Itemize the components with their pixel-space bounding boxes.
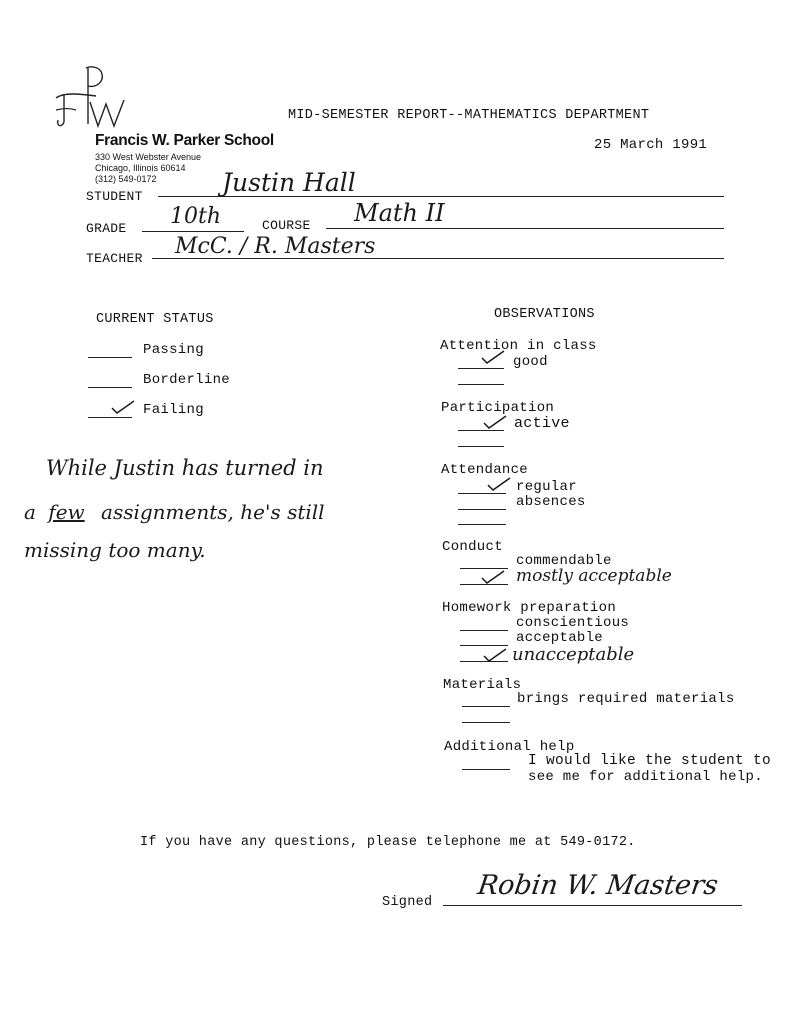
homework-checkmark-icon [482, 648, 508, 662]
attention-label: Attention in class [440, 338, 597, 354]
participation-option-active: active [514, 415, 570, 432]
additional-help-line-1: I would like the student to [528, 753, 772, 769]
signed-label: Signed [382, 895, 433, 910]
status-option-failing: Failing [143, 402, 204, 418]
failing-checkmark-icon [110, 400, 136, 414]
school-phone: (312) 549-0172 [95, 174, 157, 184]
comment-few-underlined: few [48, 500, 85, 524]
attendance-third-blank[interactable] [458, 524, 506, 525]
failing-blank[interactable] [88, 417, 132, 418]
comment-line-2 [24, 500, 325, 524]
comment-a: a [24, 500, 36, 524]
attendance-regular-checkmark-icon [486, 477, 512, 491]
teacher-value: McC. / R. Masters [175, 234, 376, 259]
borderline-blank[interactable] [88, 387, 132, 388]
comment-line-1: While Justin has turned in [46, 456, 324, 480]
passing-blank[interactable] [88, 357, 132, 358]
conduct-label: Conduct [442, 539, 503, 555]
grade-value: 10th [170, 204, 222, 229]
fwp-monogram-icon [50, 64, 130, 134]
homework-option-conscientious: conscientious [516, 615, 630, 631]
course-value: Math II [354, 199, 445, 227]
participation-active-checkmark-icon [482, 415, 508, 429]
course-label: COURSE [262, 218, 311, 233]
signature: Robin W. Masters [475, 870, 721, 901]
attendance-option-absences: absences [516, 494, 586, 510]
report-title: MID-SEMESTER REPORT--MATHEMATICS DEPARTMENT [288, 108, 650, 123]
attention-second-blank[interactable] [458, 384, 504, 385]
homework-option-acceptable: acceptable [516, 630, 604, 646]
comment-rest: assignments, he's still [101, 500, 325, 524]
conduct-handwritten-blank[interactable] [460, 584, 508, 585]
participation-second-blank[interactable] [458, 446, 504, 447]
attendance-label: Attendance [441, 462, 529, 478]
homework-conscientious-blank[interactable] [460, 630, 508, 631]
report-date: 25 March 1991 [594, 137, 708, 153]
school-address-line2: Chicago, Illinois 60614 [95, 163, 186, 173]
teacher-label: TEACHER [86, 251, 143, 266]
grade-line [142, 231, 244, 232]
current-status-heading: CURRENT STATUS [96, 312, 214, 327]
homework-handwritten-option: unacceptable [512, 644, 635, 665]
conduct-option-commendable: commendable [516, 553, 612, 569]
student-label: STUDENT [86, 189, 143, 204]
conduct-checkmark-icon [480, 570, 506, 584]
school-name: Francis W. Parker School [95, 132, 274, 149]
additional-help-blank[interactable] [462, 769, 510, 770]
student-name: Justin Hall [222, 168, 356, 197]
questions-note: If you have any questions, please telephone me at 549-0172. [140, 835, 636, 850]
materials-second-blank[interactable] [462, 722, 510, 723]
materials-blank[interactable] [462, 706, 510, 707]
attendance-option-regular: regular [516, 479, 577, 495]
participation-label: Participation [441, 400, 555, 416]
attendance-regular-blank[interactable] [458, 493, 506, 494]
conduct-handwritten-option: mostly acceptable [516, 566, 672, 586]
school-address-line1: 330 West Webster Avenue [95, 152, 202, 162]
materials-option: brings required materials [517, 691, 735, 707]
school-logo [50, 64, 130, 134]
grade-label: GRADE [86, 221, 127, 236]
status-option-passing: Passing [143, 342, 204, 358]
attention-good-blank[interactable] [458, 368, 504, 369]
participation-active-blank[interactable] [458, 430, 504, 431]
materials-label: Materials [443, 677, 522, 693]
course-line [326, 228, 724, 229]
attention-option-good: good [513, 354, 548, 370]
homework-label: Homework preparation [442, 600, 617, 616]
comment-line-3: missing too many. [24, 538, 206, 562]
additional-help-line-2: see me for additional help. [528, 769, 763, 785]
attendance-absences-blank[interactable] [458, 509, 506, 510]
observations-heading: OBSERVATIONS [494, 307, 595, 322]
additional-help-label: Additional help [444, 739, 575, 755]
conduct-commendable-blank[interactable] [460, 568, 508, 569]
attention-good-checkmark-icon [480, 350, 506, 364]
homework-acceptable-blank[interactable] [460, 645, 508, 646]
status-option-borderline: Borderline [143, 372, 231, 388]
signature-line [443, 905, 742, 906]
